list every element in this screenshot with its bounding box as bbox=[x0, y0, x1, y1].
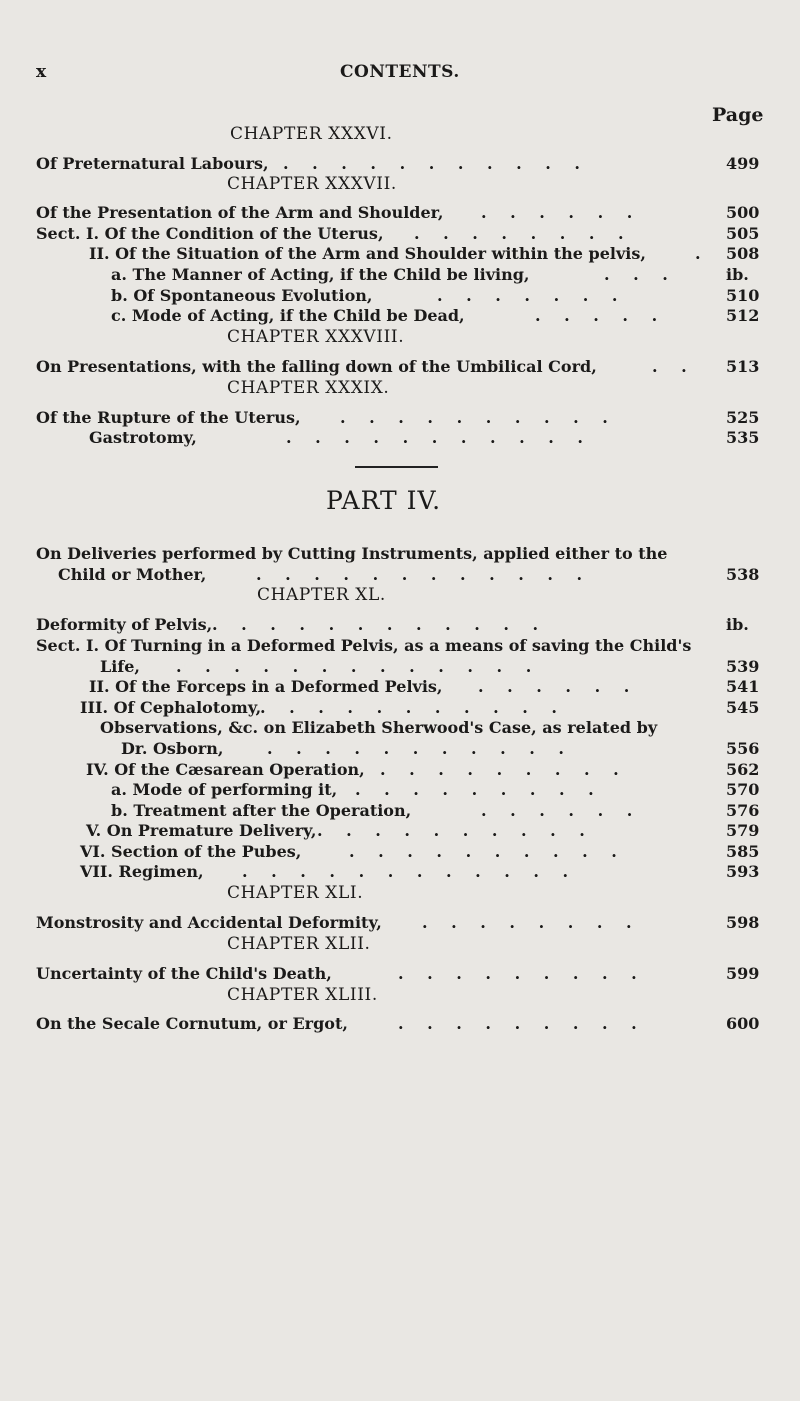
toc-entry: Gastrotomy, bbox=[89, 428, 197, 447]
page-ref: 512 bbox=[726, 306, 760, 325]
leader-dots: . . . . . . bbox=[481, 203, 642, 222]
toc-entry: On Presentations, with the falling down of the Umbilical Cord, bbox=[36, 357, 597, 376]
page-ref: 562 bbox=[726, 760, 760, 779]
toc-entry: Sect. I. Of Turning in a Deformed Pelvis, as a means of saving the Child's bbox=[36, 636, 692, 655]
leader-dots: . . . . . . . . . bbox=[380, 760, 628, 779]
leader-dots: . . . . . . bbox=[481, 801, 642, 820]
page-ref: 598 bbox=[726, 913, 760, 932]
leader-dots: . . . . . . . . . . . bbox=[267, 739, 573, 758]
page-ref: 535 bbox=[726, 428, 760, 447]
leader-dots: . . . . . . . . . . . . bbox=[212, 615, 548, 634]
toc-entry: c. Mode of Acting, if the Child be Dead, bbox=[111, 306, 465, 325]
leader-dots: . . . . . . . . . . . bbox=[260, 698, 566, 717]
page-ref: 579 bbox=[726, 821, 760, 840]
leader-dots: . . . . . . . . . . bbox=[349, 842, 626, 861]
toc-entry: V. On Premature Delivery, bbox=[86, 821, 317, 840]
toc-entry: Observations, &c. on Elizabeth Sherwood's Case, as related by bbox=[100, 718, 658, 737]
chapter-heading: CHAPTER XXXVII. bbox=[227, 174, 397, 194]
page-ref: 570 bbox=[726, 780, 760, 799]
page-ref: 510 bbox=[726, 286, 760, 305]
toc-entry: Of Preternatural Labours, bbox=[36, 154, 269, 173]
page-ref: ib. bbox=[726, 265, 749, 284]
leader-dots: . . . . . . . . . . bbox=[340, 408, 617, 427]
leader-dots: . . . . . . . . bbox=[422, 913, 641, 932]
page-ref: 505 bbox=[726, 224, 760, 243]
leader-dots: . . . . . bbox=[535, 306, 667, 325]
toc-entry: Dr. Osborn, bbox=[121, 739, 224, 758]
toc-entry: b. Of Spontaneous Evolution, bbox=[111, 286, 373, 305]
toc-entry: VI. Section of the Pubes, bbox=[80, 842, 302, 861]
leader-dots: . . . . . . . . . . . bbox=[286, 428, 592, 447]
toc-entry: Child or Mother, bbox=[58, 565, 207, 584]
chapter-heading: CHAPTER XLII. bbox=[227, 934, 371, 954]
leader-dots: . . . . . . . . . . . . bbox=[242, 862, 578, 881]
toc-entry: On Deliveries performed by Cutting Instruments, applied either to the bbox=[36, 544, 668, 563]
chapter-heading: CHAPTER XXXVI. bbox=[230, 124, 393, 144]
running-title: CONTENTS. bbox=[340, 62, 460, 82]
page-ref: 538 bbox=[726, 565, 760, 584]
chapter-heading: CHAPTER XLI. bbox=[227, 883, 364, 903]
leader-dots: . . . . . . . . . bbox=[398, 1014, 646, 1033]
page-ref: 556 bbox=[726, 739, 760, 758]
leader-dots: . . . . . . . . . . bbox=[317, 821, 594, 840]
toc-entry: VII. Regimen, bbox=[80, 862, 204, 881]
page-ref: 539 bbox=[726, 657, 760, 676]
toc-entry: Of the Rupture of the Uterus, bbox=[36, 408, 301, 427]
chapter-heading: CHAPTER XLIII. bbox=[227, 985, 378, 1005]
toc-entry: a. Mode of performing it, bbox=[111, 780, 338, 799]
toc-entry: III. Of Cephalotomy, bbox=[80, 698, 262, 717]
page-ref: 525 bbox=[726, 408, 760, 427]
page-ref: 576 bbox=[726, 801, 760, 820]
toc-entry: II. Of the Forceps in a Deformed Pelvis, bbox=[89, 677, 443, 696]
page-ref: 593 bbox=[726, 862, 760, 881]
page-ref: 585 bbox=[726, 842, 760, 861]
page-ref: 508 bbox=[726, 244, 760, 263]
leader-dots: . . . . . . . . . . . . bbox=[256, 565, 592, 584]
toc-entry: Uncertainty of the Child's Death, bbox=[36, 964, 332, 983]
leader-dots: . . . . . . . . . bbox=[355, 780, 603, 799]
toc-entry: Monstrosity and Accidental Deformity, bbox=[36, 913, 382, 932]
page-ref: ib. bbox=[726, 615, 749, 634]
section-divider bbox=[355, 466, 438, 468]
leader-dots: . . . . . . . . bbox=[414, 224, 633, 243]
toc-entry: b. Treatment after the Operation, bbox=[111, 801, 412, 820]
toc-entry: Of the Presentation of the Arm and Shoulder, bbox=[36, 203, 444, 222]
page-ref: 600 bbox=[726, 1014, 760, 1033]
toc-entry: Sect. I. Of the Condition of the Uterus, bbox=[36, 224, 384, 243]
leader-dots: . . . . . . . . . . . . . bbox=[176, 657, 541, 676]
leader-dots: . bbox=[695, 244, 701, 263]
page-number: x bbox=[36, 62, 47, 82]
leader-dots: . . . . . . bbox=[478, 677, 639, 696]
chapter-heading: CHAPTER XXXVIII. bbox=[227, 327, 405, 347]
page-ref: 500 bbox=[726, 203, 760, 222]
page-ref: 599 bbox=[726, 964, 760, 983]
chapter-heading: CHAPTER XL. bbox=[257, 585, 386, 605]
leader-dots: . . . bbox=[604, 265, 677, 284]
page-column-label: Page bbox=[712, 104, 764, 126]
toc-entry: II. Of the Situation of the Arm and Shoulder within the pelvis, bbox=[89, 244, 646, 263]
leader-dots: . . . . . . . . . . . bbox=[283, 154, 589, 173]
page-ref: 541 bbox=[726, 677, 760, 696]
toc-entry: Deformity of Pelvis, bbox=[36, 615, 213, 634]
page-ref: 545 bbox=[726, 698, 760, 717]
leader-dots: . . . . . . . . . bbox=[398, 964, 646, 983]
toc-entry: On the Secale Cornutum, or Ergot, bbox=[36, 1014, 348, 1033]
toc-entry: Life, bbox=[100, 657, 140, 676]
leader-dots: . . . . . . . bbox=[437, 286, 627, 305]
toc-entry: IV. Of the Cæsarean Operation, bbox=[86, 760, 365, 779]
page-ref: 499 bbox=[726, 154, 760, 173]
part-heading: PART IV. bbox=[326, 486, 442, 515]
leader-dots: . . bbox=[652, 357, 696, 376]
chapter-heading: CHAPTER XXXIX. bbox=[227, 378, 390, 398]
toc-entry: a. The Manner of Acting, if the Child be living, bbox=[111, 265, 530, 284]
page-ref: 513 bbox=[726, 357, 760, 376]
